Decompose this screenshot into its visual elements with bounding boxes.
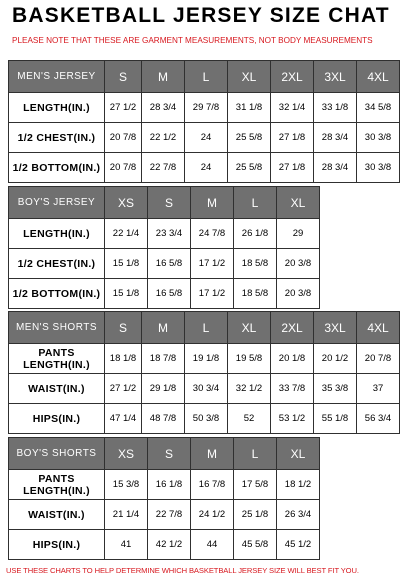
- table-cell: 24: [185, 153, 228, 183]
- size-header: 2XL: [271, 312, 314, 344]
- table-cell: 42 1/2: [148, 530, 191, 560]
- table-cell: 24 1/2: [191, 500, 234, 530]
- table-row: [9, 279, 320, 309]
- table-cell: 26 3/4: [277, 500, 320, 530]
- table-cell: 26 1/8: [234, 219, 277, 249]
- table-cell: 32 1/2: [228, 374, 271, 404]
- table-cell: 53 1/2: [271, 404, 314, 434]
- table-cell: 17 1/2: [191, 249, 234, 279]
- size-header: XL: [228, 312, 271, 344]
- table-row: [9, 470, 320, 500]
- page-title: BASKETBALL JERSEY SIZE CHAT: [12, 4, 390, 27]
- table-cell: 56 3/4: [357, 404, 400, 434]
- size-header: 3XL: [314, 61, 357, 93]
- table-cell: 41: [105, 530, 148, 560]
- table-cell: 16 7/8: [191, 470, 234, 500]
- size-header: XS: [105, 438, 148, 470]
- table-cell: 17 5/8: [234, 470, 277, 500]
- table-cell: 27 1/2: [105, 93, 142, 123]
- table-title: MEN'S SHORTS: [9, 312, 105, 344]
- size-header: S: [148, 187, 191, 219]
- table-row: [9, 249, 320, 279]
- table-cell: 20 7/8: [357, 344, 400, 374]
- size-header: L: [234, 187, 277, 219]
- table-cell: 37: [357, 374, 400, 404]
- table-cell: 22 7/8: [148, 500, 191, 530]
- table-cell: 25 5/8: [228, 153, 271, 183]
- table-cell: 48 7/8: [142, 404, 185, 434]
- table-cell: 30 3/4: [185, 374, 228, 404]
- row-label: WAIST(IN.): [9, 500, 105, 530]
- table-cell: 18 1/8: [105, 344, 142, 374]
- size-header: S: [105, 61, 142, 93]
- table-cell: 16 5/8: [148, 279, 191, 309]
- table-title: BOY'S SHORTS: [9, 438, 105, 470]
- table-cell: 28 3/4: [142, 93, 185, 123]
- table-cell: 31 1/8: [228, 93, 271, 123]
- table-cell: 16 1/8: [148, 470, 191, 500]
- table-cell: 22 1/2: [142, 123, 185, 153]
- table-row: [9, 374, 400, 404]
- size-header: L: [185, 61, 228, 93]
- size-header: M: [191, 187, 234, 219]
- row-label: HIPS(IN.): [9, 530, 105, 560]
- footnote: USE THESE CHARTS TO HELP DETERMINE WHICH BASKETBALL JERSEY SIZE WILL BEST FIT YOU.: [6, 566, 359, 575]
- table-row: [9, 123, 400, 153]
- table-cell: 45 1/2: [277, 530, 320, 560]
- table-cell: 19 5/8: [228, 344, 271, 374]
- table-row: [9, 404, 400, 434]
- table-cell: 18 7/8: [142, 344, 185, 374]
- table-cell: 24 7/8: [191, 219, 234, 249]
- table-row: [9, 530, 320, 560]
- table-cell: 25 5/8: [228, 123, 271, 153]
- table-cell: 23 3/4: [148, 219, 191, 249]
- boys-jersey-table: [8, 186, 320, 309]
- table-cell: 16 5/8: [148, 249, 191, 279]
- table-cell: 15 1/8: [105, 279, 148, 309]
- size-header: XL: [277, 438, 320, 470]
- table-cell: 20 7/8: [105, 153, 142, 183]
- table-title: MEN'S JERSEY: [9, 61, 105, 93]
- table-cell: 34 5/8: [357, 93, 400, 123]
- table-cell: 21 1/4: [105, 500, 148, 530]
- table-cell: 15 1/8: [105, 249, 148, 279]
- table-cell: 27 1/8: [271, 123, 314, 153]
- table-cell: 22 7/8: [142, 153, 185, 183]
- size-header: S: [148, 438, 191, 470]
- table-cell: 18 5/8: [234, 279, 277, 309]
- table-cell: 33 7/8: [271, 374, 314, 404]
- table-cell: 29: [277, 219, 320, 249]
- table-cell: 28 3/4: [314, 153, 357, 183]
- table-row: [9, 500, 320, 530]
- boys-shorts-table: [8, 437, 320, 560]
- size-header: L: [234, 438, 277, 470]
- mens-shorts-table: [8, 311, 400, 434]
- table-cell: 18 1/2: [277, 470, 320, 500]
- table-row: [9, 153, 400, 183]
- table-cell: 28 3/4: [314, 123, 357, 153]
- table-cell: 19 1/8: [185, 344, 228, 374]
- size-header: L: [185, 312, 228, 344]
- table-title: BOY'S JERSEY: [9, 187, 105, 219]
- table-cell: 32 1/4: [271, 93, 314, 123]
- table-cell: 27 1/8: [271, 153, 314, 183]
- size-header: M: [142, 61, 185, 93]
- table-header-row: [9, 438, 320, 470]
- size-header: S: [105, 312, 142, 344]
- measurement-note: PLEASE NOTE THAT THESE ARE GARMENT MEASUREMENTS, NOT BODY MEASUREMENTS: [12, 36, 373, 45]
- table-cell: 45 5/8: [234, 530, 277, 560]
- size-header: M: [191, 438, 234, 470]
- table-cell: 17 1/2: [191, 279, 234, 309]
- table-header-row: [9, 61, 400, 93]
- row-label: LENGTH(IN.): [9, 93, 105, 123]
- row-label: LENGTH(IN.): [9, 219, 105, 249]
- table-cell: 27 1/2: [105, 374, 142, 404]
- row-label: 1/2 BOTTOM(IN.): [9, 279, 105, 309]
- table-cell: 24: [185, 123, 228, 153]
- row-label: WAIST(IN.): [9, 374, 105, 404]
- table-cell: 35 3/8: [314, 374, 357, 404]
- table-row: [9, 344, 400, 374]
- table-cell: 20 1/8: [271, 344, 314, 374]
- table-cell: 30 3/8: [357, 153, 400, 183]
- size-header: 4XL: [357, 61, 400, 93]
- size-header: 4XL: [357, 312, 400, 344]
- table-cell: 20 3/8: [277, 249, 320, 279]
- table-cell: 50 3/8: [185, 404, 228, 434]
- row-label: PANTS LENGTH(IN.): [9, 344, 105, 374]
- table-cell: 20 1/2: [314, 344, 357, 374]
- size-header: M: [142, 312, 185, 344]
- table-cell: 55 1/8: [314, 404, 357, 434]
- row-label: HIPS(IN.): [9, 404, 105, 434]
- table-cell: 29 1/8: [142, 374, 185, 404]
- table-row: [9, 93, 400, 123]
- table-cell: 22 1/4: [105, 219, 148, 249]
- table-header-row: [9, 187, 320, 219]
- table-cell: 20 3/8: [277, 279, 320, 309]
- table-cell: 29 7/8: [185, 93, 228, 123]
- table-cell: 25 1/8: [234, 500, 277, 530]
- row-label: PANTS LENGTH(IN.): [9, 470, 105, 500]
- table-row: [9, 219, 320, 249]
- size-header: XS: [105, 187, 148, 219]
- table-cell: 52: [228, 404, 271, 434]
- table-cell: 33 1/8: [314, 93, 357, 123]
- table-cell: 20 7/8: [105, 123, 142, 153]
- row-label: 1/2 CHEST(IN.): [9, 123, 105, 153]
- size-header: XL: [228, 61, 271, 93]
- mens-jersey-table: [8, 60, 400, 183]
- table-cell: 47 1/4: [105, 404, 142, 434]
- table-cell: 44: [191, 530, 234, 560]
- size-header: XL: [277, 187, 320, 219]
- size-header: 2XL: [271, 61, 314, 93]
- table-cell: 30 3/8: [357, 123, 400, 153]
- row-label: 1/2 BOTTOM(IN.): [9, 153, 105, 183]
- table-cell: 18 5/8: [234, 249, 277, 279]
- table-cell: 15 3/8: [105, 470, 148, 500]
- size-header: 3XL: [314, 312, 357, 344]
- table-header-row: [9, 312, 400, 344]
- row-label: 1/2 CHEST(IN.): [9, 249, 105, 279]
